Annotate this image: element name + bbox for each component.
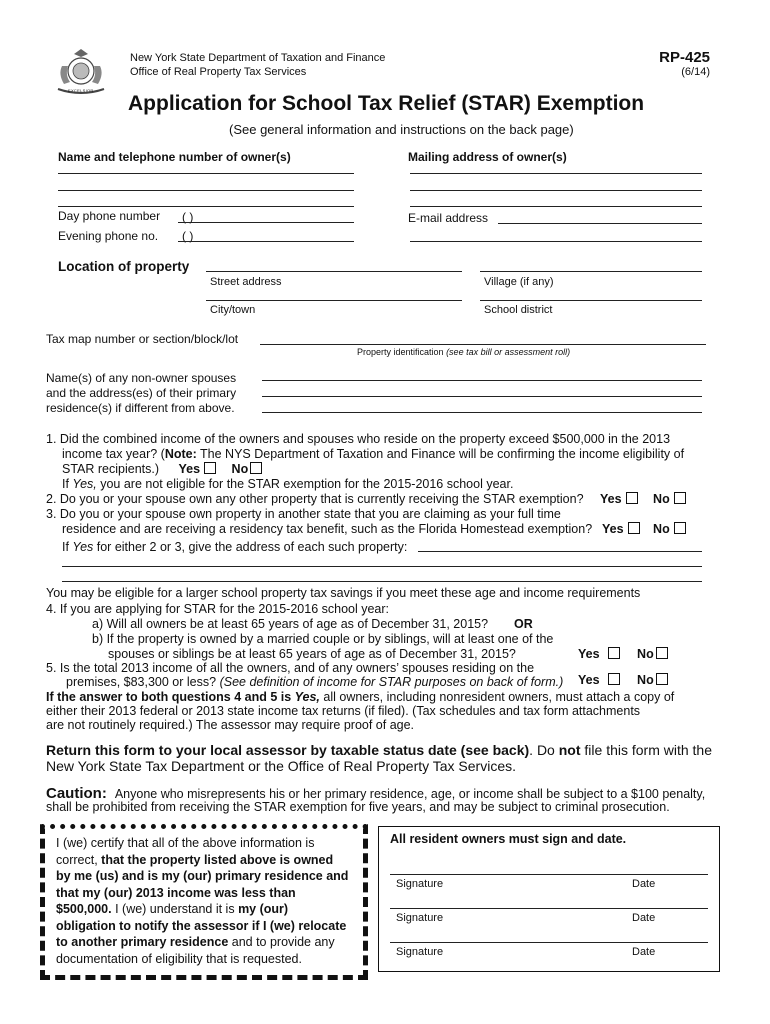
cert-l1: I (we) certify that all of the above information is [56, 836, 315, 850]
q1-line1: 1. Did the combined income of the owners and spouses who reside on the property exceed $500,000 in the 2013 [46, 432, 671, 446]
signature-label-2: Signature [396, 912, 444, 924]
answer-note-line3: are not routinely required.) The assessor may require proof of age. [46, 718, 415, 732]
other-property-line-1[interactable] [418, 551, 702, 552]
owner-name-label: Name and telephone number of owner(s) [58, 150, 291, 164]
q5-line2a: premises, $83,300 or less? [66, 675, 217, 689]
evening-phone-paren: ( ) [182, 229, 194, 243]
q4a-main: a) Will all owners be at least 65 years of age as of December 31, 2015? [92, 617, 489, 631]
return-mid: . Do [529, 742, 559, 758]
nonowner-line-3[interactable] [262, 412, 702, 413]
nonowner-label-2: and the address(es) of their primary [46, 386, 237, 400]
q5-yes-checkbox[interactable] [608, 673, 620, 685]
tax-map-hint [357, 347, 570, 357]
q3-line2: residence and are receiving a residency tax benefit, such as the Florida Homestead exemption? [62, 522, 593, 536]
page-title: Application for School Tax Relief (STAR) Exemption [128, 92, 645, 115]
q4-text: 4. If you are applying for STAR for the 2015-2016 school year: [46, 602, 390, 616]
q23-italic: Yes [72, 540, 94, 554]
cert-l2b: that the property listed above is owned [101, 852, 334, 867]
school-district-field[interactable] [480, 300, 702, 301]
mailing-line-4[interactable] [410, 241, 702, 242]
q4-no-label: No [637, 647, 654, 661]
city-label: City/town [210, 304, 256, 316]
signature-heading: All resident owners must sign and date. [390, 832, 627, 846]
nonowner-line-1[interactable] [262, 380, 702, 381]
cert-l2 [56, 852, 348, 869]
q23-b: for either 2 or 3, give the address of each such property: [93, 540, 408, 554]
page-subtitle: (See general information and instructions on the back page) [229, 122, 574, 137]
city-field[interactable] [206, 300, 462, 301]
date-label-3: Date [632, 946, 656, 958]
street-address-field[interactable] [206, 271, 462, 272]
q1-line2b: The NYS Department of Taxation and Finance will be confirming the income eligibility of [196, 447, 685, 461]
q1-line4b: you are not eligible for the STAR exemption for the 2015-2016 school year. [96, 477, 514, 491]
street-address-label: Street address [210, 276, 282, 288]
q3-yes-label: Yes [602, 522, 624, 536]
tax-map-field[interactable] [260, 344, 706, 345]
q1-line2a: income tax year? ( [62, 447, 165, 461]
q5-yes-label: Yes [578, 673, 600, 687]
cert-l3: by me (us) and is my (our) primary residence and [56, 869, 349, 883]
cert-l7 [56, 934, 348, 951]
answer-note-yes: Yes, [294, 690, 320, 704]
q1-line2 [62, 447, 684, 462]
signature-line-3[interactable] [390, 942, 708, 943]
q2-answers [600, 492, 686, 507]
answer-note-bold: If the answer to both questions 4 and 5 is [46, 690, 295, 704]
cert-l4: that my (our) 2013 income was less than [56, 885, 296, 900]
q1-line3-text: STAR recipients.) [62, 462, 160, 476]
evening-phone-field[interactable] [178, 241, 354, 242]
q4-yes-label: Yes [578, 647, 600, 661]
q5-no-checkbox[interactable] [656, 673, 668, 685]
q5-line2-italic: (See definition of income for STAR purposes on back of form.) [219, 675, 564, 689]
location-heading: Location of property [58, 259, 190, 274]
cert-l2a: correct, [56, 852, 102, 867]
q3-line1: 3. Do you or your spouse own property in another state that you are claiming as your full time [46, 507, 561, 521]
mailing-line-1[interactable] [410, 173, 702, 174]
tax-map-label: Tax map number or section/block/lot [46, 332, 239, 346]
nonowner-label-1: Name(s) of any non-owner spouses [46, 371, 237, 385]
q5-line1: 5. Is the total 2013 income of all the owners, and of any owners’ spouses residing on the [46, 661, 535, 675]
q1-yes-checkbox[interactable] [204, 462, 216, 474]
q2-no-label: No [653, 492, 670, 506]
q4-answers [578, 647, 668, 662]
village-field[interactable] [480, 271, 702, 272]
q2-text: 2. Do you or your spouse own any other property that is currently receiving the STAR exemption? [46, 492, 584, 506]
cert-l8: documentation of eligibility that is requested. [56, 951, 302, 966]
q2-yes-label: Yes [600, 492, 622, 506]
q1-no-checkbox[interactable] [250, 462, 262, 474]
cert-l7a: to another primary residence [56, 935, 229, 949]
caution-text1: Anyone who misrepresents his or her primary residence, age, or income shall be subject to a $100 penalty, [114, 787, 706, 801]
q3-yes-checkbox[interactable] [628, 522, 640, 534]
q1-no-label: No [231, 462, 249, 476]
email-label: E-mail address [408, 211, 489, 225]
nys-seal-icon [50, 48, 112, 98]
q5-answers [578, 673, 668, 688]
q4-no-checkbox[interactable] [656, 647, 668, 659]
answer-note-line1 [46, 690, 674, 705]
day-phone-label: Day phone number [58, 209, 161, 223]
return-line1 [46, 742, 712, 758]
owner-name-line-1[interactable] [58, 173, 354, 174]
cert-l5c: my (our) [238, 902, 289, 916]
q2-no-checkbox[interactable] [674, 492, 686, 504]
q4-yes-checkbox[interactable] [608, 647, 620, 659]
day-phone-field[interactable] [178, 222, 354, 223]
day-phone-paren: ( ) [182, 210, 194, 224]
return-line2: New York State Tax Department or the Office of Real Property Tax Services. [46, 758, 517, 774]
date-label-1: Date [632, 878, 656, 890]
q3-no-label: No [653, 522, 670, 536]
q4a-text [92, 617, 533, 632]
mailing-address-label: Mailing address of owner(s) [408, 150, 567, 164]
other-property-line-3[interactable] [62, 581, 702, 582]
date-label-2: Date [632, 912, 656, 924]
other-property-line-2[interactable] [62, 566, 702, 567]
tax-map-hint-main: Property identification [357, 347, 444, 357]
q5-line2 [66, 675, 563, 690]
email-field[interactable] [498, 223, 702, 224]
caution-line2: shall be prohibited from receiving the STAR exemption for five years, and may be subject to criminal prosecution. [46, 800, 670, 814]
q3-no-checkbox[interactable] [674, 522, 686, 534]
cert-l7b: and to provide any [228, 935, 335, 949]
q4b-line2: spouses or siblings be at least 65 years of age as of December 31, 2015? [108, 647, 516, 661]
seal-motto: EXCELSIOR [68, 88, 94, 93]
q1-line4 [62, 477, 513, 492]
nonowner-label-3: residence(s) if different from above. [46, 401, 235, 415]
form-number: RP-425 [659, 49, 710, 66]
q1-note: Note: [164, 447, 197, 461]
cert-l5a: $500,000. [56, 902, 112, 916]
dept-name: New York State Department of Taxation and Finance [130, 52, 386, 64]
signature-line-2[interactable] [390, 908, 708, 909]
form-revision: (6/14) [681, 66, 710, 78]
certification-text [56, 835, 348, 967]
answer-note-line2: either their 2013 federal or 2013 state income tax returns (if filed). (Tax schedules and tax form attachments [46, 704, 641, 718]
owner-name-line-2[interactable] [58, 190, 354, 191]
signature-label-3: Signature [396, 946, 444, 958]
village-label: Village (if any) [484, 276, 554, 288]
mailing-line-2[interactable] [410, 190, 702, 191]
return-rest: file this form with the [580, 742, 713, 758]
school-district-label: School district [484, 304, 553, 316]
owner-name-line-3[interactable] [58, 206, 354, 207]
tax-map-hint-italic: (see tax bill or assessment roll) [446, 347, 571, 357]
senior-intro: You may be eligible for a larger school property tax savings if you meet these age and income requirements [46, 586, 641, 600]
return-not: not [558, 742, 581, 758]
signature-label-1: Signature [396, 878, 444, 890]
return-bold: Return this form to your local assessor by taxable status date (see back) [46, 742, 530, 758]
q4a-or: OR [514, 617, 533, 631]
q23-address-label [62, 540, 407, 555]
q5-no-label: No [637, 673, 654, 687]
mailing-line-3[interactable] [410, 206, 702, 207]
cert-l5 [56, 901, 348, 918]
signature-line-1[interactable] [390, 874, 708, 875]
nonowner-line-2[interactable] [262, 396, 702, 397]
q23-a: If [62, 540, 73, 554]
cert-l6: obligation to notify the assessor if I (we) relocate [56, 918, 347, 933]
answer-note-rest: all owners, including nonresident owners, must attach a copy of [319, 690, 675, 704]
q1-yes-label: Yes [178, 462, 201, 476]
caution-label: Caution: [46, 785, 107, 802]
q1-line4-italic: Yes, [72, 477, 97, 491]
q4b-line1: b) If the property is owned by a married couple or by siblings, will at least one of the [92, 632, 554, 646]
evening-phone-label: Evening phone no. [58, 229, 159, 243]
q1-line3 [62, 462, 262, 477]
cert-l5b: I (we) understand it is [111, 902, 239, 916]
q1-line4a: If [62, 477, 73, 491]
q3-answers [602, 522, 686, 537]
office-name: Office of Real Property Tax Services [130, 66, 307, 78]
q2-yes-checkbox[interactable] [626, 492, 638, 504]
